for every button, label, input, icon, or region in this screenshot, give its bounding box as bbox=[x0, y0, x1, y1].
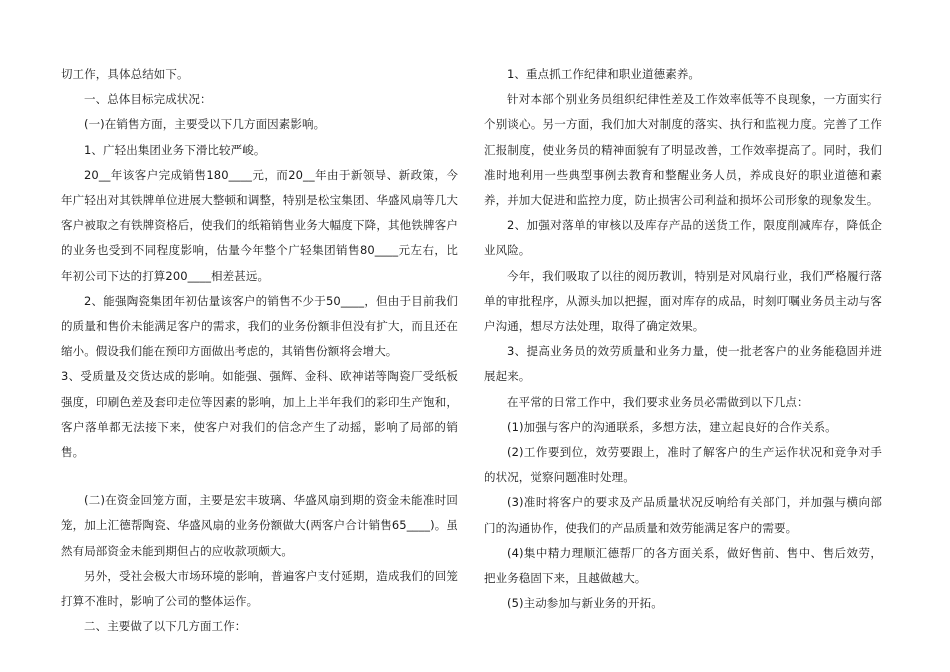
left-paragraph: 1、广轻出集团业务下滑比较严峻。 bbox=[84, 142, 266, 157]
left-paragraph: (二)在资金回笼方面，主要是宏丰玻璃、华盛风扇到期的资金未能准时回笼，加上汇德帮陶瓷、华盛风扇的业务份额做大(两客户合计销售65____)。虽然有局部资金未能到期但占的应收款项颇大。 bbox=[61, 493, 458, 558]
left-paragraph: 另外，受社会极大市场环境的影响，普遍客户支付延期，造成我们的回笼打算不准时，影响了公司的整体运作。 bbox=[61, 568, 458, 609]
right-paragraph: 3、提高业务员的效劳质量和业务力量，使一批老客户的业务能稳固并进展起来。 bbox=[484, 344, 882, 384]
left-paragraph: 20__年该客户完成销售180____元，而20__年由于新领导、新政策，今年广轻出对其铁牌单位进展大整顿和调整，特别是松宝集团、华盛风扇等几大客户被取之有铁牌资格后，使我们的纸箱销售业务大幅度下降，其他铁牌客户的业务也受到不同程度影响，估量今年整个广轻集团销售80____元左右，比年初公司下达的打算200____相差甚远。 bbox=[61, 167, 458, 283]
right-paragraph: (5)主动参加与新业务的开拓。 bbox=[507, 596, 663, 611]
left-paragraph: 切工作，具体总结如下。 bbox=[61, 67, 189, 81]
right-column bbox=[484, 62, 882, 616]
right-paragraph: 今年，我们吸取了以往的阅历教训，特别是对风扇行业，我们严格履行落单的审批程序，从源头加以把握，面对库存的成品，时刻叮嘱业务员主动与客户沟通，想尽方法处理，取得了确定效果。 bbox=[484, 268, 882, 334]
paragraph-gap bbox=[61, 465, 458, 488]
right-paragraph: 2、加强对落单的审核以及库存产品的送货工作，限度削减库存，降低企业风险。 bbox=[484, 218, 882, 258]
right-paragraph: (1)加强与客户的沟通联系，多想方法，建立起良好的合作关系。 bbox=[507, 419, 837, 434]
right-paragraph: 针对本部个别业务员组织纪律性差及工作效率低等不良现象，一方面实行个别谈心。另一方面，我们加大对制度的落实、执行和监视力度。完善了工作汇报制度，使业务员的精神面貌有了明显改善，工作效率提高了。同时，我们准时地利用一些典型事例去教育和整醒业务人员，养成良好的职业道德和素养，并加大促进和监控力度，防止损害公司利益和损坏公司形象的现象发生。 bbox=[484, 92, 882, 208]
right-paragraph: (2)工作要到位，效劳要跟上，准时了解客户的生产运作状况和竞争对手的状况，觉察问题准时处理。 bbox=[484, 445, 882, 485]
left-paragraph: 2、能强陶瓷集团年初估量该客户的销售不少于50____，但由于目前我们的质量和售价未能满足客户的需求，我们的业务份额非但没有扩大，而且还在缩小。假设我们能在预印方面做出考虑的，其销售份额将会增大。 bbox=[61, 293, 458, 359]
right-paragraph: 1、重点抓工作纪律和职业道德素养。 bbox=[507, 67, 701, 81]
left-paragraph: (一)在销售方面，主要受以下几方面因素影响。 bbox=[84, 117, 326, 132]
right-paragraph: 在平常的日常工作中，我们要求业务员必需做到以下几点： bbox=[507, 394, 809, 409]
left-paragraph: 3、受质量及交货达成的影响。如能强、强辉、金科、欧神诺等陶瓷厂受纸板强度，印刷色差及套印走位等因素的影响，加上上半年我们的彩印生产饱和，客户落单都无法接下来，使客户对我们的信念产生了动摇，影响了局部的销售。 bbox=[61, 369, 458, 460]
left-paragraph: 二、主要做了以下几方面工作： bbox=[84, 619, 247, 634]
right-paragraph: (3)准时将客户的要求及产品质量状况反响给有关部门，并加强与横向部门的沟通协作，使我们的产品质量和效劳能满足客户的需要。 bbox=[484, 495, 882, 535]
left-paragraph: 一、总体目标完成状况： bbox=[84, 92, 212, 107]
right-paragraph: (4)集中精力理顺汇德帮厂的各方面关系，做好售前、售中、售后效劳，把业务稳固下来，且越做越大。 bbox=[484, 545, 882, 586]
left-column bbox=[61, 62, 458, 639]
